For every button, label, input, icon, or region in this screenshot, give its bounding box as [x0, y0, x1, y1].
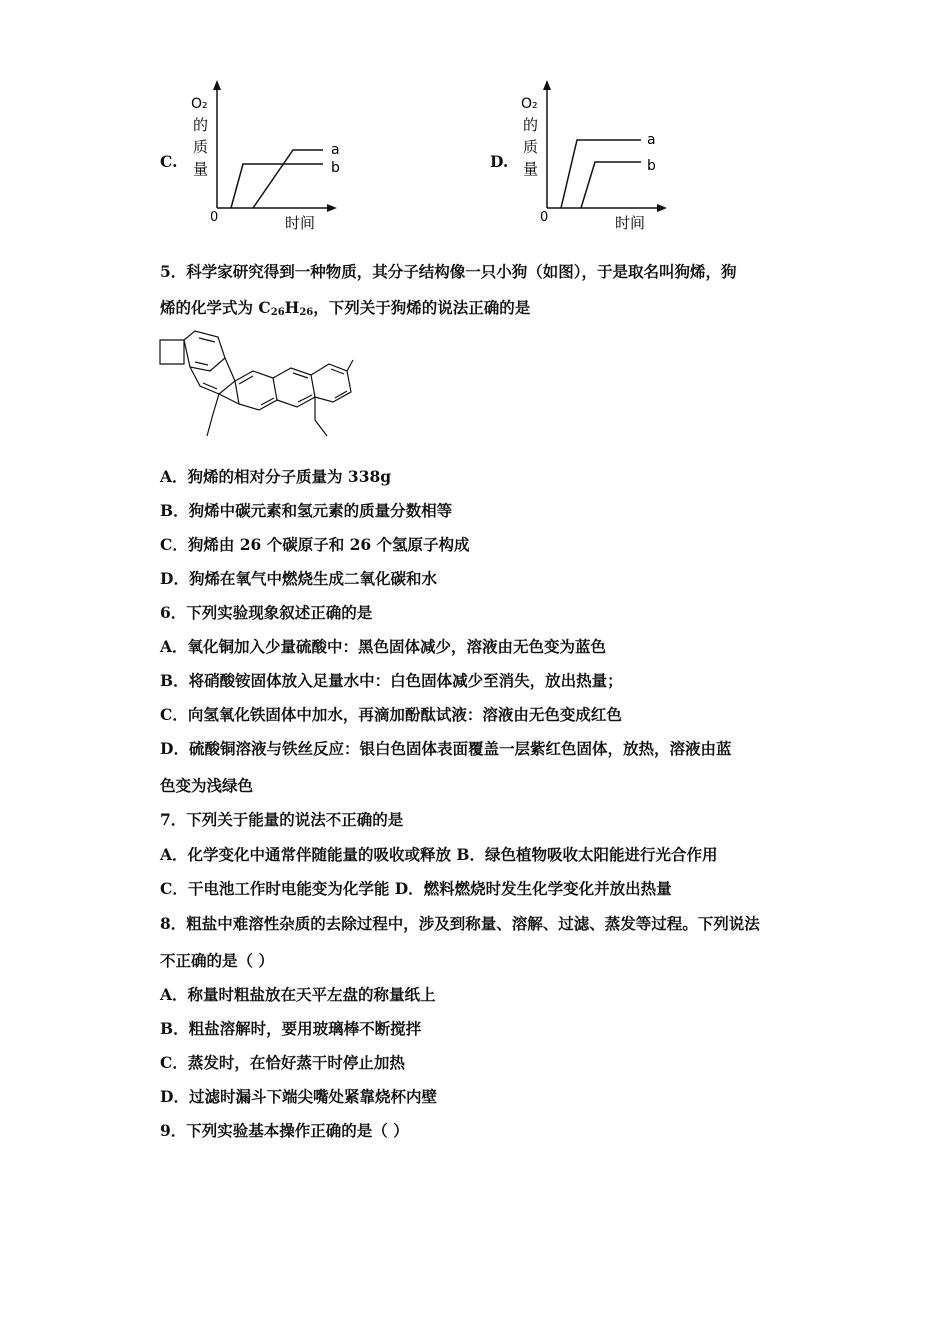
graph-c-y-arrow	[213, 80, 221, 90]
graph-c-x-arrow	[327, 204, 337, 212]
graph-d-ylabel-o2: O₂	[521, 96, 538, 112]
graph-d-ylabel-4: 量	[523, 160, 539, 178]
graph-c-label-a: a	[331, 142, 340, 158]
q6-option-a: A．氧化铜加入少量硫酸中：黑色固体减少，溶液由无色变为蓝色	[160, 637, 607, 656]
q5-stem-line1: 5．科学家研究得到一种物质，其分子结构像一只小狗（如图），于是取名叫狗烯，狗	[160, 262, 737, 281]
q5-option-d: D．狗烯在氧气中燃烧生成二氧化碳和水	[160, 569, 437, 588]
graph-d-x-arrow	[657, 204, 667, 212]
q6-option-d-line1: D．硫酸铜溶液与铁丝反应：银白色固体表面覆盖一层紫红色固体，放热，溶液由蓝	[160, 739, 732, 758]
q5-stem-line2: 烯的化学式为 $C_{26}H_{26}$，下列关于狗烯的说法正确的是	[160, 298, 531, 318]
graph-d-line-a	[561, 140, 641, 208]
q7-options-ab: A．化学变化中通常伴随能量的吸收或释放 B．绿色植物吸收太阳能进行光合作用	[160, 845, 718, 864]
graph-d-label-b: b	[647, 158, 656, 174]
graph-c-option-label: C.	[160, 152, 178, 171]
q5-option-a: A．狗烯的相对分子质量为 338g	[160, 467, 392, 486]
q8-option-b: B．粗盐溶解时，要用玻璃棒不断搅拌	[160, 1019, 422, 1038]
graph-d-xlabel: 时间	[615, 214, 646, 232]
dog-ene-structure-diagram	[155, 328, 355, 446]
q8-option-d: D．过滤时漏斗下端尖嘴处紧靠烧杯内壁	[160, 1087, 437, 1106]
q6-option-d-line2: 色变为浅绿色	[160, 776, 254, 795]
q9-stem: 9．下列实验基本操作正确的是（ ）	[160, 1121, 409, 1140]
graph-c-line-b	[231, 164, 323, 208]
q8-option-a: A．称量时粗盐放在天平左盘的称量纸上	[160, 985, 436, 1004]
graph-d-y-arrow	[543, 80, 551, 90]
q8-stem-line2: 不正确的是（ ）	[160, 951, 274, 970]
q5-option-b: B．狗烯中碳元素和氢元素的质量分数相等	[160, 501, 453, 520]
q7-options-cd: C．干电池工作时电能变为化学能 D．燃料燃烧时发生化学变化并放出热量	[160, 879, 672, 898]
graph-c-ylabel-o2: O₂	[191, 96, 208, 112]
graph-c-ylabel-3: 质	[193, 138, 209, 156]
q5-option-c: C．狗烯由 26 个碳原子和 26 个氢原子构成	[160, 535, 470, 554]
graph-d-option-label: D.	[490, 152, 509, 171]
graph-c-xlabel: 时间	[285, 214, 316, 232]
graph-d-line-b	[581, 162, 641, 208]
graph-c-origin: 0	[210, 210, 219, 225]
graph-d	[515, 78, 675, 234]
q8-option-c: C．蒸发时，在恰好蒸干时停止加热	[160, 1053, 405, 1072]
graph-d-origin: 0	[540, 210, 549, 225]
q6-stem: 6．下列实验现象叙述正确的是	[160, 603, 373, 622]
graph-d-ylabel-2: 的	[523, 116, 539, 134]
q8-stem-line1: 8．粗盐中难溶性杂质的去除过程中，涉及到称量、溶解、过滤、蒸发等过程。下列说法	[160, 914, 760, 933]
graph-c-label-b: b	[331, 160, 340, 176]
graph-c-line-a	[253, 150, 323, 208]
graph-c	[185, 78, 345, 234]
q6-option-b: B．将硝酸铵固体放入足量水中：白色固体减少至消失，放出热量；	[160, 671, 623, 690]
graph-d-label-a: a	[647, 132, 656, 148]
graph-d-ylabel-3: 质	[523, 138, 539, 156]
q7-stem: 7．下列关于能量的说法不正确的是	[160, 810, 404, 829]
graph-c-ylabel-2: 的	[193, 116, 209, 134]
q6-option-c: C．向氢氧化铁固体中加水，再滴加酚酞试液：溶液由无色变成红色	[160, 705, 622, 724]
graph-c-ylabel-4: 量	[193, 160, 209, 178]
